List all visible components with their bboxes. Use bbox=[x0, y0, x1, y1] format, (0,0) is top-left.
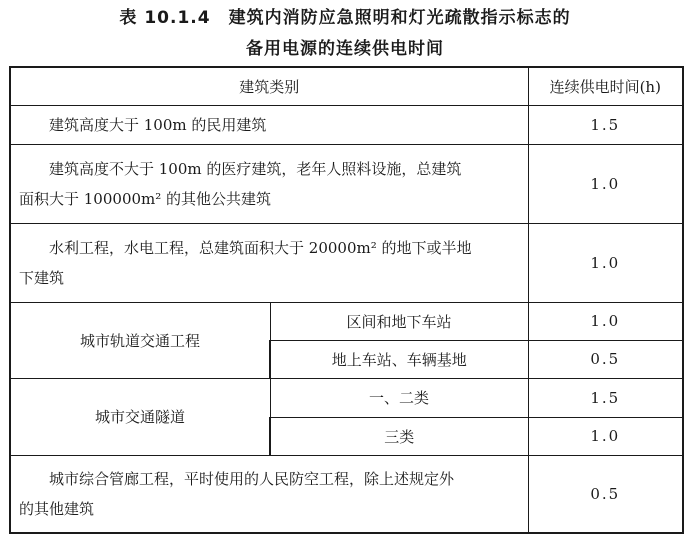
sub-category: 区间和地下车站 bbox=[270, 302, 528, 340]
table-row bbox=[10, 144, 683, 223]
row-duration: 1.0 bbox=[528, 302, 683, 340]
row-category-text: 建筑高度大于 100m 的民用建筑 bbox=[49, 115, 267, 134]
row-duration: 0.5 bbox=[528, 455, 683, 533]
table-row bbox=[10, 223, 683, 302]
row-duration: 0.5 bbox=[528, 340, 683, 378]
sub-category: 地上车站、车辆基地 bbox=[270, 340, 528, 378]
power-duration-table bbox=[9, 66, 684, 534]
row-duration: 1.0 bbox=[528, 144, 683, 223]
row-duration: 1.0 bbox=[528, 223, 683, 302]
row-category-line-1: 水利工程，水电工程，总建筑面积大于 20000m² 的地下或半地 bbox=[49, 238, 472, 257]
row-duration: 1.0 bbox=[528, 417, 683, 455]
row-category bbox=[10, 223, 528, 302]
table-title-line-1: 表 10.1.4 建筑内消防应急照明和灯光疏散指示标志的 bbox=[119, 8, 571, 28]
header-building-category: 建筑类别 bbox=[10, 67, 528, 105]
table-header-row bbox=[10, 67, 683, 105]
row-category-line-2: 面积大于 100000m² 的其他公共建筑 bbox=[19, 189, 272, 208]
row-category-line-1: 城市综合管廊工程，平时使用的人民防空工程，除上述规定外 bbox=[49, 469, 455, 488]
table-row bbox=[10, 105, 683, 144]
row-category bbox=[10, 105, 528, 144]
row-duration: 1.5 bbox=[528, 378, 683, 417]
sub-category: 三类 bbox=[270, 417, 528, 455]
row-category bbox=[10, 455, 528, 533]
table-title-line-2: 备用电源的连续供电时间 bbox=[246, 39, 444, 59]
table-row bbox=[10, 302, 683, 340]
table-row bbox=[10, 378, 683, 417]
table-row bbox=[10, 455, 683, 533]
group-label-rail-transit: 城市轨道交通工程 bbox=[10, 302, 270, 378]
row-category-line-2: 的其他建筑 bbox=[19, 499, 95, 518]
row-category bbox=[10, 144, 528, 223]
row-category-line-1: 建筑高度不大于 100m 的医疗建筑，老年人照料设施，总建筑 bbox=[49, 159, 462, 178]
sub-category: 一、二类 bbox=[270, 378, 528, 417]
row-duration: 1.5 bbox=[528, 105, 683, 144]
row-category-line-2: 下建筑 bbox=[19, 268, 65, 287]
group-label-traffic-tunnel: 城市交通隧道 bbox=[10, 378, 270, 455]
header-supply-duration: 连续供电时间(h) bbox=[528, 67, 683, 105]
